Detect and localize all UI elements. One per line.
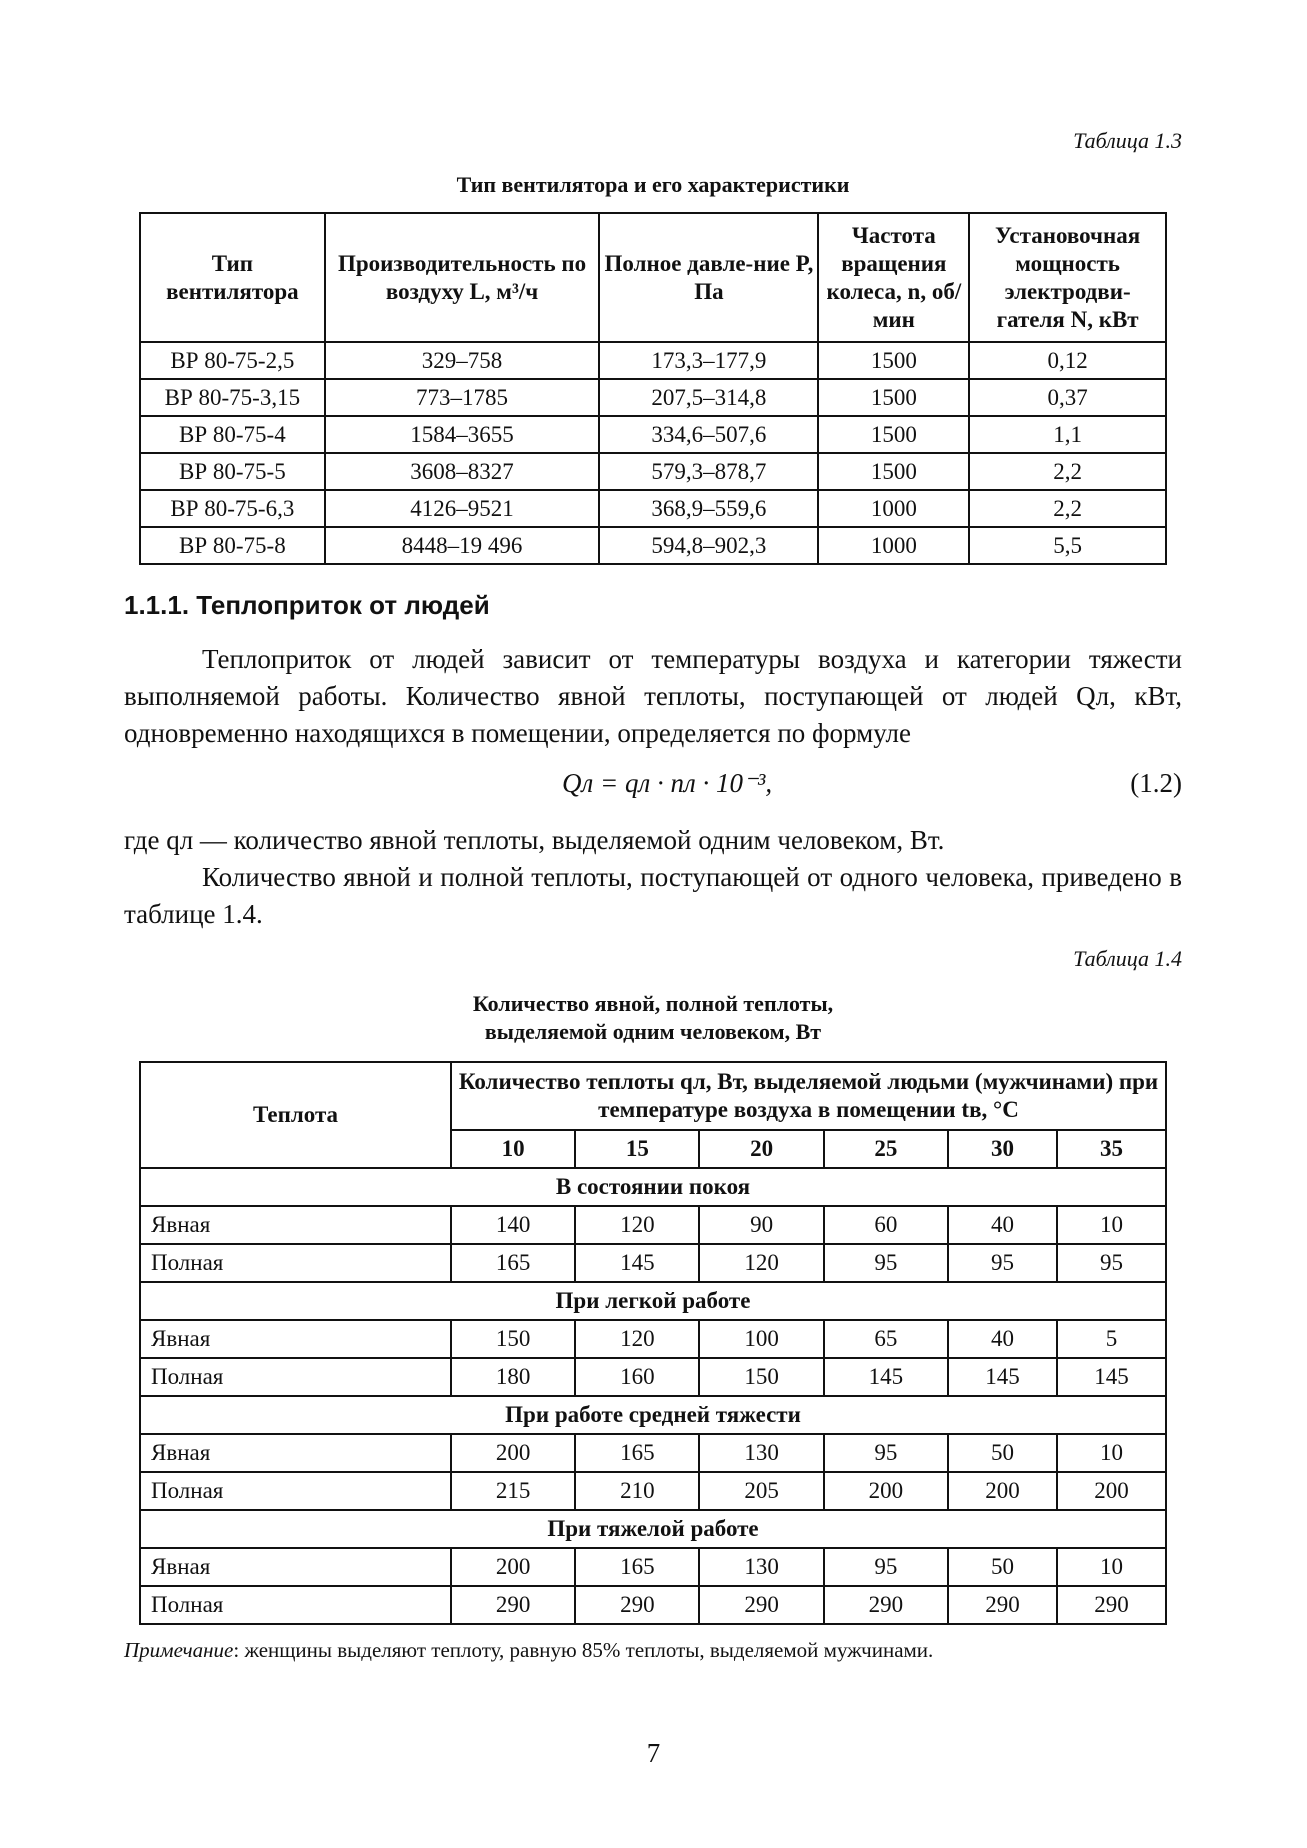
table-cell: 0,12	[969, 342, 1166, 379]
formula: Qл = qл · nл · 10⁻³,	[562, 768, 773, 798]
table-cell: 145	[575, 1244, 699, 1282]
table-cell: 200	[451, 1434, 575, 1472]
table-cell: 1000	[818, 490, 969, 527]
table-cell: 8448–19 496	[325, 527, 600, 564]
table-1-4-title: выделяемой одним человеком, Вт	[484, 1019, 822, 1044]
table-cell: 95	[948, 1244, 1057, 1282]
row-label: Явная	[140, 1320, 451, 1358]
table-cell: ВР 80-75-3,15	[140, 379, 325, 416]
table-cell: 1000	[818, 527, 969, 564]
section-row	[140, 1510, 1166, 1548]
section-label: При работе средней тяжести	[140, 1396, 1166, 1434]
table-cell: 200	[948, 1472, 1057, 1510]
table-cell: 205	[699, 1472, 823, 1510]
table-cell: 773–1785	[325, 379, 600, 416]
header-cell: Теплота	[140, 1062, 451, 1168]
table-cell: 210	[575, 1472, 699, 1510]
table-cell: 150	[699, 1358, 823, 1396]
table-cell: 120	[575, 1206, 699, 1244]
table-cell: 290	[948, 1586, 1057, 1624]
table-cell: 165	[451, 1244, 575, 1282]
page-number: 7	[646, 1738, 661, 1768]
table-cell: 50	[948, 1548, 1057, 1586]
temperature-header: 20	[699, 1130, 823, 1168]
table-cell: ВР 80-75-4	[140, 416, 325, 453]
table-row	[140, 1320, 1166, 1358]
row-label: Явная	[140, 1434, 451, 1472]
temperature-header: 30	[948, 1130, 1057, 1168]
row-label: Явная	[140, 1548, 451, 1586]
section-heading: 1.1.1. Теплоприток от людей	[124, 590, 490, 620]
section-label: При легкой работе	[140, 1282, 1166, 1320]
table-cell: 1500	[818, 416, 969, 453]
table-row	[140, 416, 1166, 453]
header-cell: Частота вращения колеса, n, об/мин	[818, 213, 969, 342]
row-label: Полная	[140, 1472, 451, 1510]
table-cell: ВР 80-75-5	[140, 453, 325, 490]
table-row	[140, 1548, 1166, 1586]
table-cell: 165	[575, 1548, 699, 1586]
table-cell: 145	[948, 1358, 1057, 1396]
paragraph: Теплоприток от людей зависит от температуры воздуха и категории тяжести выполняемой работы. Количество явной теплоты, поступающей от людей Qл, кВт, одновременно находящихся в помещении, определяется по формуле	[124, 644, 1182, 748]
table-1-3-caption: Таблица 1.3	[1073, 128, 1182, 153]
table-cell: 1584–3655	[325, 416, 600, 453]
table-row	[140, 453, 1166, 490]
table-cell: 5	[1057, 1320, 1166, 1358]
table-row	[140, 379, 1166, 416]
table-cell: 1,1	[969, 416, 1166, 453]
table-row	[140, 1244, 1166, 1282]
table-cell: 165	[575, 1434, 699, 1472]
table-cell: 65	[824, 1320, 948, 1358]
section-row	[140, 1282, 1166, 1320]
fan-table	[139, 212, 1167, 565]
table-cell: 1500	[818, 453, 969, 490]
temperature-header: 25	[824, 1130, 948, 1168]
table-row	[140, 490, 1166, 527]
note-text: : женщины выделяют теплоту, равную 85% теплоты, выделяемой мужчинами.	[233, 1638, 934, 1662]
table-row	[140, 1472, 1166, 1510]
table-cell: 1500	[818, 379, 969, 416]
paragraph: Количество явной и полной теплоты, поступающей от одного человека, приведено в таблице 1.4.	[124, 862, 1182, 929]
table-cell: 95	[824, 1434, 948, 1472]
temperature-header: 15	[575, 1130, 699, 1168]
table-cell: 40	[948, 1320, 1057, 1358]
table-cell: 594,8–902,3	[599, 527, 818, 564]
table-cell: 215	[451, 1472, 575, 1510]
table-cell: 200	[824, 1472, 948, 1510]
table-cell: 180	[451, 1358, 575, 1396]
table-cell: 95	[824, 1548, 948, 1586]
table-cell: 0,37	[969, 379, 1166, 416]
table-cell: 334,6–507,6	[599, 416, 818, 453]
row-label: Явная	[140, 1206, 451, 1244]
table-cell: 10	[1057, 1206, 1166, 1244]
header-cell: Установочная мощность электродви-гателя N, кВт	[969, 213, 1166, 342]
section-row	[140, 1396, 1166, 1434]
table-cell: 145	[1057, 1358, 1166, 1396]
table-cell: 4126–9521	[325, 490, 600, 527]
table-1-4-caption: Таблица 1.4	[1073, 946, 1182, 971]
section-label: При тяжелой работе	[140, 1510, 1166, 1548]
table-cell: 173,3–177,9	[599, 342, 818, 379]
table-cell: 290	[575, 1586, 699, 1624]
table-row	[140, 1586, 1166, 1624]
note-label: Примечание	[124, 1638, 234, 1662]
table-1-4-title: Количество явной, полной теплоты,	[472, 991, 834, 1016]
table-cell: 160	[575, 1358, 699, 1396]
table-cell: 95	[1057, 1244, 1166, 1282]
table-cell: 10	[1057, 1434, 1166, 1472]
table-cell: 140	[451, 1206, 575, 1244]
table-cell: 290	[824, 1586, 948, 1624]
table-cell: ВР 80-75-2,5	[140, 342, 325, 379]
table-cell: 368,9–559,6	[599, 490, 818, 527]
table-1-3-title: Тип вентилятора и его характеристики	[456, 172, 850, 197]
table-row	[140, 1206, 1166, 1244]
row-label: Полная	[140, 1358, 451, 1396]
table-cell: 2,2	[969, 490, 1166, 527]
table-row	[140, 1434, 1166, 1472]
header-cell: Полное давле-ние P, Па	[599, 213, 818, 342]
table-cell: 90	[699, 1206, 823, 1244]
table-row	[140, 1358, 1166, 1396]
header-cell: Тип вентилятора	[140, 213, 325, 342]
table-cell: 120	[699, 1244, 823, 1282]
table-cell: 100	[699, 1320, 823, 1358]
heat-table	[139, 1061, 1167, 1625]
header-cell: Количество теплоты qл, Вт, выделяемой людьми (мужчинами) при температуре воздуха в помещении tв, °С	[451, 1062, 1166, 1130]
table-cell: 60	[824, 1206, 948, 1244]
table-cell: 290	[451, 1586, 575, 1624]
row-label: Полная	[140, 1586, 451, 1624]
formula-number: (1.2)	[1130, 768, 1182, 798]
table-cell: 3608–8327	[325, 453, 600, 490]
section-row	[140, 1168, 1166, 1206]
table-cell: ВР 80-75-6,3	[140, 490, 325, 527]
table-row	[140, 527, 1166, 564]
table-cell: 290	[1057, 1586, 1166, 1624]
table-cell: 130	[699, 1434, 823, 1472]
table-cell: 200	[451, 1548, 575, 1586]
paragraph: где qл — количество явной теплоты, выделяемой одним человеком, Вт.	[124, 825, 945, 855]
table-cell: 5,5	[969, 527, 1166, 564]
table-cell: ВР 80-75-8	[140, 527, 325, 564]
footnote	[124, 1638, 933, 1663]
table-cell: 2,2	[969, 453, 1166, 490]
table-cell: 329–758	[325, 342, 600, 379]
table-cell: 207,5–314,8	[599, 379, 818, 416]
section-label: В состоянии покоя	[140, 1168, 1166, 1206]
table-cell: 50	[948, 1434, 1057, 1472]
table-cell: 200	[1057, 1472, 1166, 1510]
table-cell: 40	[948, 1206, 1057, 1244]
table-cell: 145	[824, 1358, 948, 1396]
row-label: Полная	[140, 1244, 451, 1282]
table-cell: 95	[824, 1244, 948, 1282]
table-cell: 150	[451, 1320, 575, 1358]
header-cell: Производительность по воздуху L, м³/ч	[325, 213, 600, 342]
temperature-header: 10	[451, 1130, 575, 1168]
table-cell: 120	[575, 1320, 699, 1358]
table-cell: 10	[1057, 1548, 1166, 1586]
table-cell: 290	[699, 1586, 823, 1624]
table-cell: 130	[699, 1548, 823, 1586]
temperature-header: 35	[1057, 1130, 1166, 1168]
table-row	[140, 342, 1166, 379]
table-cell: 579,3–878,7	[599, 453, 818, 490]
table-cell: 1500	[818, 342, 969, 379]
